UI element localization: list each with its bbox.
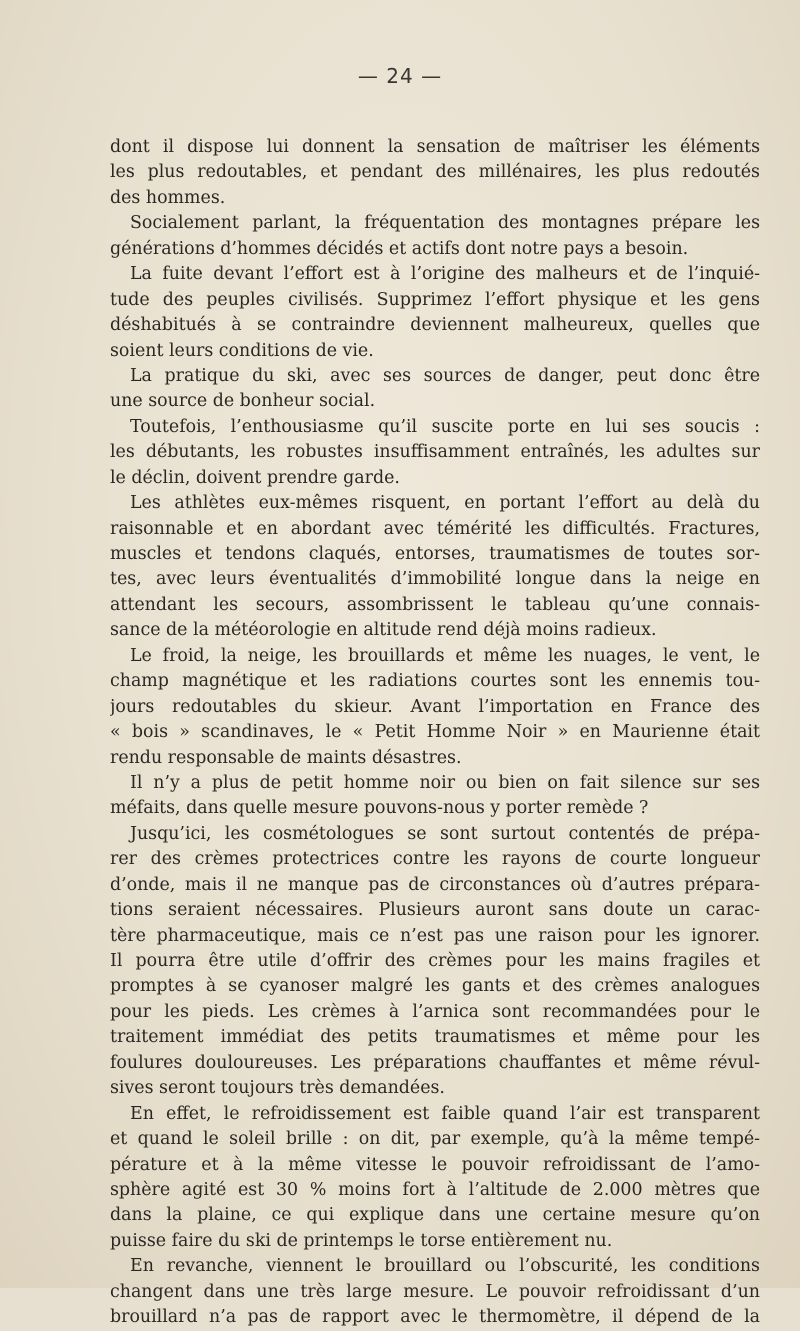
text-line: rer des crèmes protectrices contre les rayons de courte longueur: [110, 849, 760, 870]
text-line: tude des peuples civilisés. Supprimez l’effort physique et les gens: [110, 289, 760, 310]
text-line: En effet, le refroidissement est faible quand l’air est transparent: [130, 1103, 760, 1124]
text-line: « bois » scandinaves, le « Petit Homme Noir » en Maurienne était: [110, 722, 760, 743]
text-line: raisonnable et en abordant avec témérité les difficultés. Fractures,: [110, 518, 760, 539]
text-line: dont il dispose lui donnent la sensation de maîtriser les éléments: [110, 137, 760, 157]
text-line: pérature et à la même vitesse le pouvoir refroidissant de l’amo-: [110, 1154, 760, 1175]
text-line: les débutants, les robustes insuffisamment entraînés, les adultes sur: [110, 442, 760, 463]
text-line: pour les pieds. Les crèmes à l’arnica sont recommandées pour le: [110, 1001, 760, 1022]
text-line: méfaits, dans quelle mesure pouvons-nous y porter remède ?: [110, 798, 649, 819]
text-line: Il pourra être utile d’offrir des crèmes pour les mains fragiles et: [110, 951, 760, 971]
text-line: le déclin, doivent prendre garde.: [110, 467, 400, 488]
text-line: En revanche, viennent le brouillard ou l’obscurité, les conditions: [130, 1256, 760, 1277]
text-line: puisse faire du ski de printemps le torse entièrement nu.: [110, 1230, 613, 1251]
text-line: et quand le soleil brille : on dit, par exemple, qu’à la même tempé-: [110, 1129, 760, 1150]
text-line: promptes à se cyanoser malgré les gants et des crèmes analogues: [110, 976, 760, 997]
text-line: générations d’hommes décidés et actifs dont notre pays a besoin.: [110, 238, 689, 259]
text-line: Le froid, la neige, les brouillards et même les nuages, le vent, le: [130, 645, 760, 666]
text-line: La pratique du ski, avec ses sources de danger, peut donc être: [130, 365, 760, 386]
text-line: champ magnétique et les radiations courtes sont les ennemis tou-: [110, 671, 760, 692]
body-text: [110, 135, 760, 1331]
text-line: brouillard n’a pas de rapport avec le thermomètre, il dépend de la: [110, 1307, 760, 1328]
text-line: les plus redoutables, et pendant des millénaires, les plus redoutés: [110, 162, 760, 183]
text-line: des hommes.: [110, 187, 226, 208]
text-line: sance de la météorologie en altitude rend déjà moins radieux.: [110, 620, 657, 641]
text-line: sives seront toujours très demandées.: [110, 1078, 445, 1099]
text-line: changent dans une très large mesure. Le pouvoir refroidissant d’un: [110, 1281, 760, 1302]
text-line: Jusqu’ici, les cosmétologues se sont surtout contentés de prépa-: [130, 823, 760, 844]
text-line: muscles et tendons claqués, entorses, traumatismes de toutes sor-: [110, 544, 760, 564]
text-line: jours redoutables du skieur. Avant l’importation en France des: [110, 696, 760, 717]
text-line: traitement immédiat des petits traumatismes et même pour les: [110, 1027, 760, 1048]
text-line: soient leurs conditions de vie.: [110, 340, 374, 361]
page-number: — 24 —: [357, 64, 443, 88]
text-line: dans la plaine, ce qui explique dans une certaine mesure qu’on: [110, 1205, 760, 1226]
text-line: foulures douloureuses. Les préparations chauffantes et même révul-: [110, 1052, 760, 1073]
text-line: La fuite devant l’effort est à l’origine des malheurs et de l’inquié-: [130, 264, 760, 285]
text-line: Toutefois, l’enthousiasme qu’il suscite porte en lui ses soucis :: [130, 416, 760, 437]
text-line: Il n’y a plus de petit homme noir ou bien on fait silence sur ses: [130, 772, 760, 793]
text-line: tère pharmaceutique, mais ce n’est pas une raison pour les ignorer.: [110, 925, 760, 946]
text-line: une source de bonheur social.: [110, 391, 376, 412]
text-line: d’onde, mais il ne manque pas de circonstances où d’autres prépara-: [110, 874, 760, 895]
text-line: déshabitués à se contraindre deviennent malheureux, quelles que: [110, 315, 760, 336]
text-line: tes, avec leurs éventualités d’immobilité longue dans la neige en: [110, 569, 760, 590]
text-line: Les athlètes eux-mêmes risquent, en portant l’effort au delà du: [130, 493, 760, 514]
text-line: sphère agité est 30 % moins fort à l’altitude de 2.000 mètres que: [110, 1179, 760, 1200]
text-line: tions seraient nécessaires. Plusieurs auront sans doute un carac-: [110, 900, 760, 921]
text-line: Socialement parlant, la fréquentation des montagnes prépare les: [130, 213, 760, 234]
text-line: rendu responsable de maints désastres.: [110, 747, 462, 768]
text-line: attendant les secours, assombrissent le tableau qu’une connais-: [110, 594, 760, 615]
